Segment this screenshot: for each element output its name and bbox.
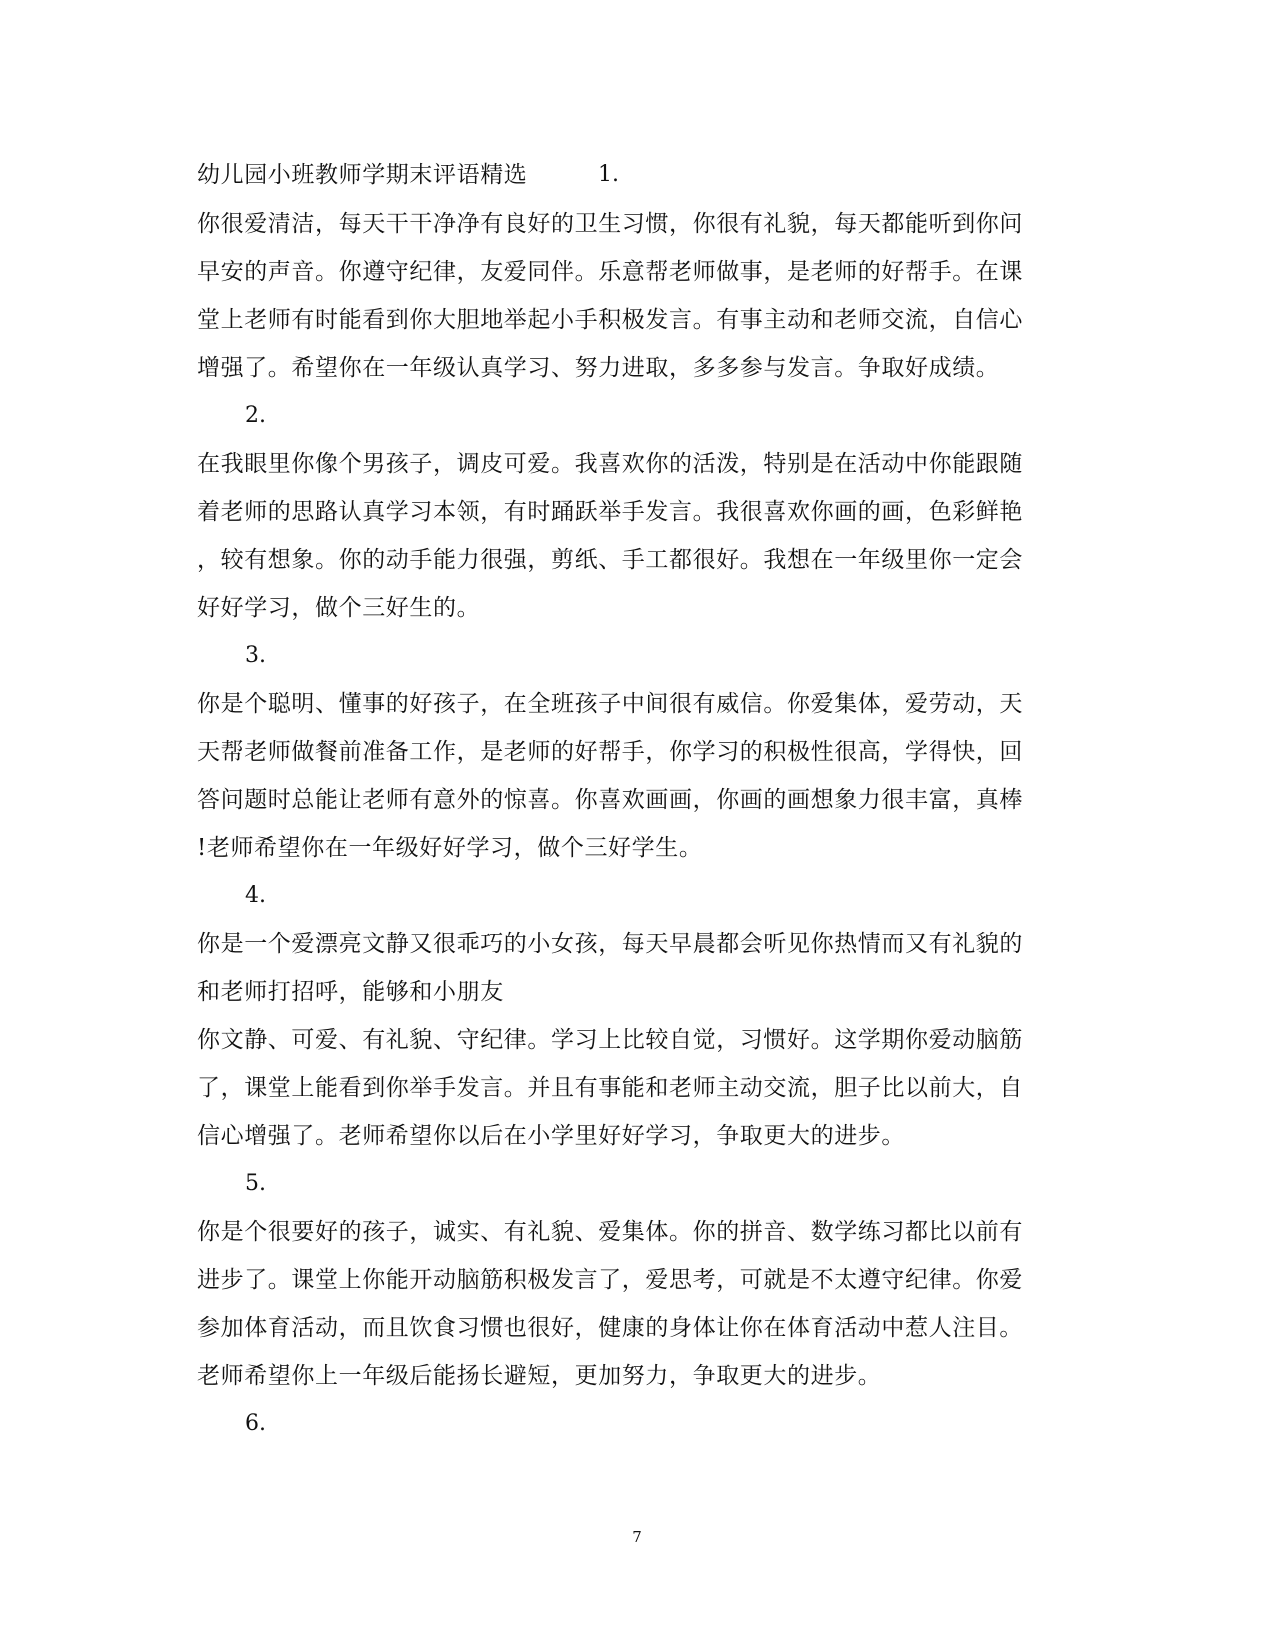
- paragraph-line: 你很爱清洁，每天干干净净有良好的卫生习惯，你很有礼貌，每天都能听到你问: [197, 211, 1023, 237]
- paragraph-line: 参加体育活动，而且饮食习惯也很好，健康的身体让你在体育活动中惹人注目。: [197, 1315, 1023, 1341]
- paragraph-line: 进步了。课堂上你能开动脑筋积极发言了，爱思考，可就是不太遵守纪律。你爱: [197, 1267, 1023, 1293]
- paragraph-line: 在我眼里你像个男孩子，调皮可爱。我喜欢你的活泼，特别是在活动中你能跟随: [197, 451, 1023, 477]
- paragraph-line: 你文静、可爱、有礼貌、守纪律。学习上比较自觉，习惯好。这学期你爱动脑筋: [197, 1027, 1023, 1053]
- paragraph-line: 信心增强了。老师希望你以后在小学里好好学习，争取更大的进步。: [197, 1123, 905, 1149]
- paragraph-line: 答问题时总能让老师有意外的惊喜。你喜欢画画，你画的画想象力很丰富，真棒: [197, 787, 1023, 813]
- paragraph-line: 早安的声音。你遵守纪律，友爱同伴。乐意帮老师做事，是老师的好帮手。在课: [197, 259, 1023, 285]
- paragraph-line: 天帮老师做餐前准备工作，是老师的好帮手，你学习的积极性很高，学得快，回: [197, 739, 1023, 765]
- paragraph-line: 你是一个爱漂亮文静又很乖巧的小女孩，每天早晨都会听见你热情而又有礼貌的: [197, 931, 1023, 957]
- section-number: 2.: [245, 403, 266, 428]
- paragraph-line: 堂上老师有时能看到你大胆地举起小手积极发言。有事主动和老师交流，自信心: [197, 307, 1023, 333]
- section-number: 5.: [245, 1171, 266, 1196]
- paragraph-line: 着老师的思路认真学习本领，有时踊跃举手发言。我很喜欢你画的画，色彩鲜艳: [197, 499, 1023, 525]
- paragraph-line: ，较有想象。你的动手能力很强，剪纸、手工都很好。我想在一年级里你一定会: [197, 547, 1023, 573]
- paragraph-line: 老师希望你上一年级后能扬长避短，更加努力，争取更大的进步。: [197, 1363, 882, 1389]
- section-number: 4.: [245, 883, 266, 908]
- paragraph-line: 好好学习，做个三好生的。: [197, 595, 481, 621]
- paragraph-line: 和老师打招呼，能够和小朋友: [197, 979, 504, 1005]
- paragraph-line: 你是个聪明、懂事的好孩子，在全班孩子中间很有威信。你爱集体，爱劳动，天: [197, 691, 1023, 717]
- section-number: 1.: [598, 162, 619, 187]
- paragraph-line: 你是个很要好的孩子，诚实、有礼貌、爱集体。你的拼音、数学练习都比以前有: [197, 1219, 1023, 1245]
- section-number: 6.: [245, 1411, 266, 1436]
- document-title: 幼儿园小班教师学期末评语精选: [197, 162, 528, 188]
- paragraph-line: 了，课堂上能看到你举手发言。并且有事能和老师主动交流，胆子比以前大，自: [197, 1075, 1023, 1101]
- paragraph-line: !老师希望你在一年级好好学习，做个三好学生。: [197, 835, 703, 861]
- section-number: 3.: [245, 643, 266, 668]
- paragraph-line: 增强了。希望你在一年级认真学习、努力进取，多多参与发言。争取好成绩。: [197, 355, 1000, 381]
- page-number: 7: [632, 1528, 642, 1546]
